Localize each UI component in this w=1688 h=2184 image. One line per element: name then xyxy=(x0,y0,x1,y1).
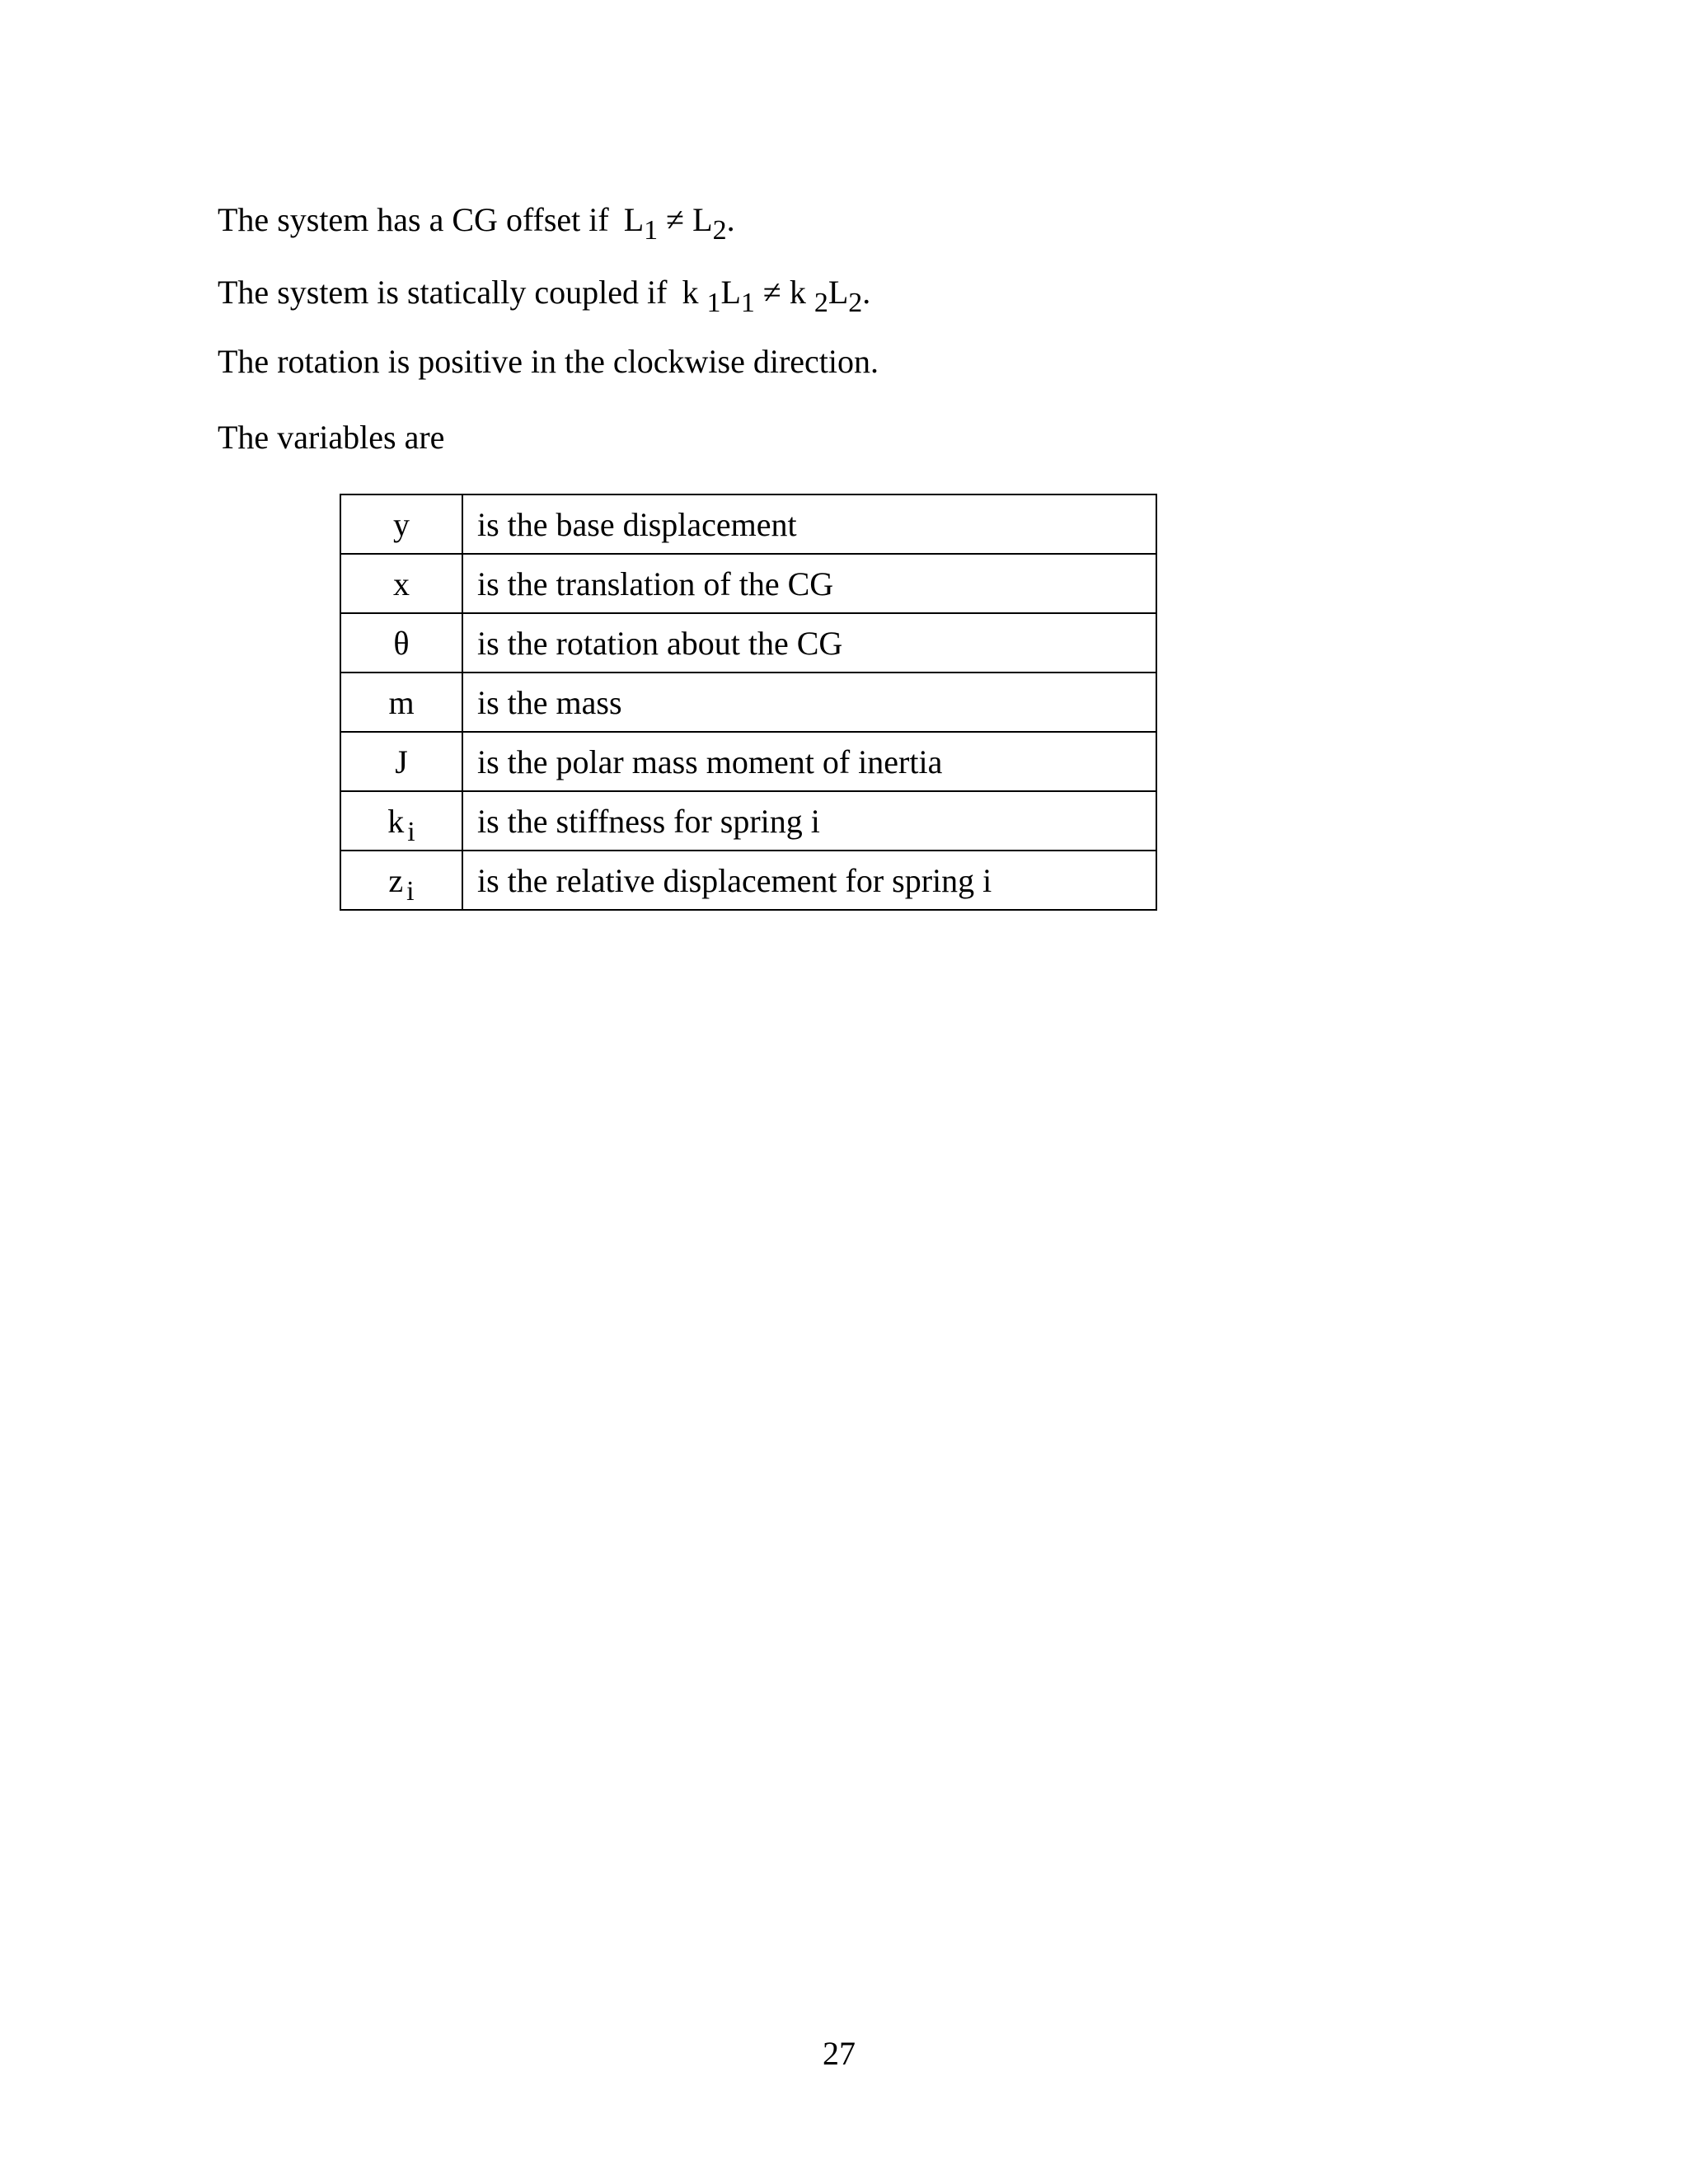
eq-symbol: k xyxy=(789,274,806,311)
variable-symbol xyxy=(340,494,462,554)
table-row xyxy=(340,791,1156,851)
symbol-text: y xyxy=(393,505,410,543)
symbol-text: J xyxy=(395,743,408,780)
symbol-text: z xyxy=(388,861,404,899)
eq-subscript: 1 xyxy=(706,288,721,318)
not-equal-symbol: ≠ xyxy=(666,201,685,238)
variable-symbol xyxy=(340,613,462,673)
symbol-subscript: i xyxy=(407,816,415,847)
eq-symbol: L xyxy=(623,201,645,238)
variables-intro: The variables are xyxy=(218,419,445,456)
eq-subscript: 2 xyxy=(848,288,863,318)
symbol-text: x xyxy=(393,565,410,602)
eq-subscript: 1 xyxy=(740,288,755,318)
variable-symbol xyxy=(340,851,462,910)
not-equal-symbol: ≠ xyxy=(762,274,781,311)
eq-symbol: L xyxy=(720,274,741,311)
cg-offset-equation xyxy=(623,201,735,246)
static-coupling-statement xyxy=(218,273,871,318)
variable-description: is the base displacement xyxy=(462,494,1156,554)
eq-period: . xyxy=(726,201,735,238)
variable-symbol xyxy=(340,791,462,851)
static-coupling-text: The system is statically coupled if xyxy=(218,274,668,311)
table-row xyxy=(340,613,1156,673)
variable-symbol xyxy=(340,673,462,732)
eq-period: . xyxy=(862,274,871,311)
symbol-text: k xyxy=(387,802,405,840)
page-number: 27 xyxy=(823,2035,856,2072)
variable-description: is the polar mass moment of inertia xyxy=(462,732,1156,791)
symbol-subscript: i xyxy=(406,875,415,907)
table-row xyxy=(340,494,1156,554)
rotation-statement: The rotation is positive in the clockwise direction. xyxy=(218,343,879,380)
variable-symbol xyxy=(340,554,462,613)
variable-description: is the translation of the CG xyxy=(462,554,1156,613)
static-coupling-equation xyxy=(682,274,871,318)
eq-subscript: 2 xyxy=(712,215,727,246)
cg-offset-statement xyxy=(218,200,735,246)
eq-symbol: L xyxy=(692,201,713,238)
eq-subscript: 2 xyxy=(814,288,828,318)
eq-symbol: L xyxy=(828,274,849,311)
table-row xyxy=(340,673,1156,732)
variables-table xyxy=(340,494,1157,911)
symbol-text: θ xyxy=(393,624,410,662)
table-row xyxy=(340,732,1156,791)
cg-offset-text: The system has a CG offset if xyxy=(218,201,609,238)
variable-description: is the rotation about the CG xyxy=(462,613,1156,673)
table-row xyxy=(340,851,1156,910)
eq-symbol: k xyxy=(682,274,699,311)
variable-description: is the relative displacement for spring i xyxy=(462,851,1156,910)
variable-description: is the stiffness for spring i xyxy=(462,791,1156,851)
symbol-text: m xyxy=(388,683,415,721)
variable-symbol xyxy=(340,732,462,791)
variable-description: is the mass xyxy=(462,673,1156,732)
table-row xyxy=(340,554,1156,613)
eq-subscript: 1 xyxy=(644,215,659,246)
